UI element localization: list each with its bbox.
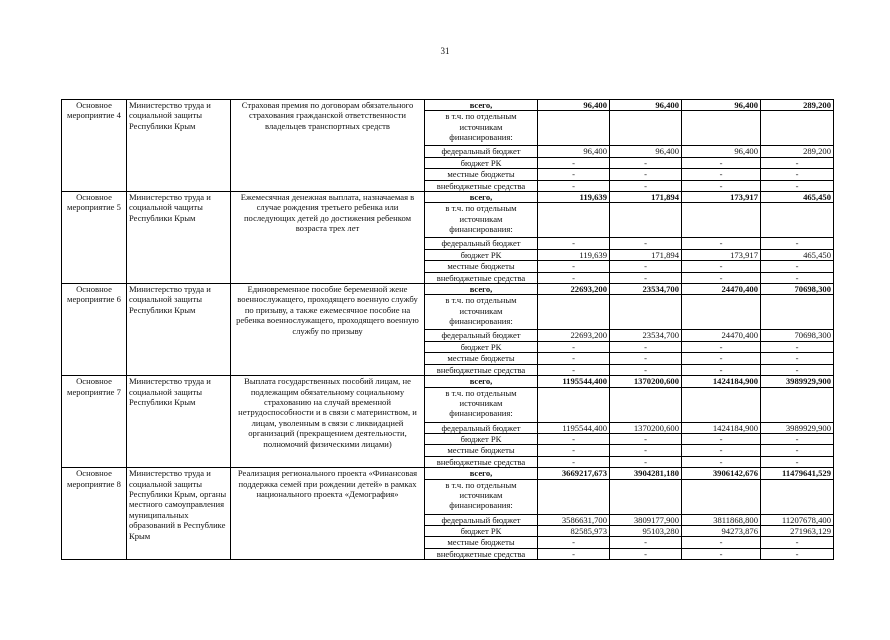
funding-source-label: местные бюджеты	[425, 537, 538, 548]
page-number: 31	[440, 46, 450, 56]
event-description: Ежемесячная денежная выплата, назначаемая в случае рождения третьего ребенка или последующих детей до достижения ребенком возраста трех лет	[231, 192, 425, 284]
amount-cell: -	[682, 341, 761, 352]
amount-cell: -	[682, 238, 761, 249]
event-name: Основное мероприятие 5	[62, 192, 127, 284]
amount-cell: -	[682, 272, 761, 283]
funding-source-label: внебюджетные средства	[425, 180, 538, 191]
amount-cell: 23534,700	[610, 330, 682, 341]
amount-cell: -	[682, 445, 761, 456]
amount-cell	[682, 387, 761, 422]
amount-cell: -	[761, 537, 834, 548]
amount-cell: -	[610, 169, 682, 180]
amount-cell: -	[682, 537, 761, 548]
amount-cell: -	[610, 353, 682, 364]
executor: Министерство труда и социальной защиты Республики Крым	[127, 100, 231, 192]
amount-cell: -	[610, 261, 682, 272]
amount-cell	[761, 203, 834, 238]
amount-cell	[761, 479, 834, 514]
amount-cell: 1424184,900	[682, 376, 761, 387]
amount-cell	[610, 479, 682, 514]
amount-cell: -	[682, 169, 761, 180]
amount-cell: 1424184,900	[682, 422, 761, 433]
funding-source-label: внебюджетные средства	[425, 364, 538, 375]
event-name: Основное мероприятие 4	[62, 100, 127, 192]
amount-cell: -	[538, 433, 610, 444]
funding-source-label: в т.ч. по отдельным источникам финансирования:	[425, 111, 538, 146]
amount-cell: -	[538, 180, 610, 191]
amount-cell: 465,450	[761, 249, 834, 260]
amount-cell: 11479641,529	[761, 468, 834, 479]
amount-cell: 22693,200	[538, 284, 610, 295]
amount-cell: -	[761, 169, 834, 180]
amount-cell	[682, 479, 761, 514]
funding-source-label: федеральный бюджет	[425, 514, 538, 525]
amount-cell: 3811868,800	[682, 514, 761, 525]
amount-cell: 70698,300	[761, 330, 834, 341]
amount-cell: 96,400	[610, 146, 682, 157]
amount-cell: 94273,876	[682, 525, 761, 536]
amount-cell: -	[682, 456, 761, 467]
event-description: Страховая премия по договорам обязательного страхования гражданской ответственности владельцев транспортных средств	[231, 100, 425, 192]
amount-cell: 1370200,600	[610, 422, 682, 433]
funding-table	[61, 99, 834, 560]
amount-cell: 96,400	[610, 100, 682, 111]
amount-cell: -	[682, 548, 761, 559]
amount-cell: -	[682, 364, 761, 375]
amount-cell: 3904281,180	[610, 468, 682, 479]
funding-source-label: всего,	[425, 100, 538, 111]
amount-cell: 171,894	[610, 249, 682, 260]
amount-cell: -	[610, 341, 682, 352]
amount-cell: -	[761, 157, 834, 168]
amount-cell: 1370200,600	[610, 376, 682, 387]
funding-source-label: федеральный бюджет	[425, 238, 538, 249]
amount-cell: 3669217,673	[538, 468, 610, 479]
amount-cell: -	[682, 180, 761, 191]
funding-source-label: всего,	[425, 192, 538, 203]
amount-cell	[682, 111, 761, 146]
amount-cell: 465,450	[761, 192, 834, 203]
amount-cell: -	[538, 445, 610, 456]
amount-cell: 289,200	[761, 100, 834, 111]
event-name: Основное мероприятие 8	[62, 468, 127, 560]
amount-cell: 96,400	[538, 100, 610, 111]
amount-cell: -	[538, 548, 610, 559]
amount-cell	[610, 203, 682, 238]
amount-cell: -	[761, 364, 834, 375]
table-row	[62, 376, 834, 387]
amount-cell: -	[610, 364, 682, 375]
amount-cell	[538, 203, 610, 238]
amount-cell: 11207678,400	[761, 514, 834, 525]
funding-source-label: внебюджетные средства	[425, 548, 538, 559]
event-description: Реализация регионального проекта «Финансовая поддержка семей при рождении детей» в рамках национального проекта «Демография»	[231, 468, 425, 560]
amount-cell: -	[610, 548, 682, 559]
funding-source-label: всего,	[425, 376, 538, 387]
amount-cell: 119,639	[538, 192, 610, 203]
amount-cell: -	[538, 272, 610, 283]
funding-source-label: бюджет РК	[425, 157, 538, 168]
amount-cell: -	[761, 433, 834, 444]
amount-cell	[682, 295, 761, 330]
funding-source-label: федеральный бюджет	[425, 146, 538, 157]
amount-cell: 24470,400	[682, 330, 761, 341]
amount-cell	[761, 111, 834, 146]
amount-cell	[761, 387, 834, 422]
amount-cell: -	[538, 456, 610, 467]
amount-cell	[610, 295, 682, 330]
amount-cell: 271963,129	[761, 525, 834, 536]
amount-cell: 22693,200	[538, 330, 610, 341]
amount-cell: -	[761, 180, 834, 191]
event-description: Выплата государственных пособий лицам, не подлежащим обязательному социальному страхованию на случай временной нетрудоспособности и в связи с материнством, и лицам, уволенным в связи с ликвидацией организаций (прекращением деятельности, полномочий физическими лицами)	[231, 376, 425, 468]
executor: Министерство труда и социальной чащиты Республики Крым	[127, 192, 231, 284]
executor: Министерство труда и социальной защиты Республики Крым	[127, 376, 231, 468]
amount-cell: -	[682, 353, 761, 364]
amount-cell: -	[761, 445, 834, 456]
amount-cell: -	[761, 341, 834, 352]
amount-cell: 23534,700	[610, 284, 682, 295]
funding-source-label: в т.ч. по отдельным источникам финансирования:	[425, 387, 538, 422]
amount-cell: 96,400	[538, 146, 610, 157]
funding-source-label: местные бюджеты	[425, 353, 538, 364]
amount-cell: 95103,280	[610, 525, 682, 536]
amount-cell: -	[761, 238, 834, 249]
amount-cell: -	[761, 456, 834, 467]
event-name: Основное мероприятие 6	[62, 284, 127, 376]
amount-cell: -	[610, 537, 682, 548]
funding-source-label: бюджет РК	[425, 433, 538, 444]
amount-cell: -	[682, 157, 761, 168]
amount-cell: 173,917	[682, 249, 761, 260]
table-row	[62, 100, 834, 111]
amount-cell: 173,917	[682, 192, 761, 203]
event-description: Единовременное пособие беременной жене военнослужащего, проходящего военную службу по призыву, а также ежемесячное пособие на ребенка военнослужащего, проходящего военную службу по призыву	[231, 284, 425, 376]
amount-cell: 24470,400	[682, 284, 761, 295]
table-row	[62, 468, 834, 479]
amount-cell: 3906142,676	[682, 468, 761, 479]
amount-cell: -	[538, 364, 610, 375]
amount-cell: 96,400	[682, 146, 761, 157]
amount-cell	[538, 111, 610, 146]
amount-cell: 1195544,400	[538, 376, 610, 387]
funding-source-label: в т.ч. по отдельным источникам финансирования:	[425, 203, 538, 238]
amount-cell: -	[682, 433, 761, 444]
amount-cell: -	[610, 433, 682, 444]
amount-cell: -	[761, 261, 834, 272]
amount-cell: -	[610, 445, 682, 456]
amount-cell: 1195544,400	[538, 422, 610, 433]
amount-cell: -	[538, 353, 610, 364]
event-name: Основное мероприятие 7	[62, 376, 127, 468]
amount-cell: -	[610, 456, 682, 467]
amount-cell	[610, 111, 682, 146]
funding-source-label: всего,	[425, 468, 538, 479]
amount-cell: 171,894	[610, 192, 682, 203]
amount-cell: -	[538, 537, 610, 548]
funding-source-label: внебюджетные средства	[425, 272, 538, 283]
amount-cell: -	[610, 180, 682, 191]
funding-source-label: федеральный бюджет	[425, 422, 538, 433]
amount-cell: 289,200	[761, 146, 834, 157]
funding-source-label: бюджет РК	[425, 249, 538, 260]
amount-cell: 119,639	[538, 249, 610, 260]
executor: Министерство труда и социальной защиты Республики Крым	[127, 284, 231, 376]
amount-cell: 3989929,900	[761, 376, 834, 387]
funding-source-label: местные бюджеты	[425, 445, 538, 456]
amount-cell: -	[538, 261, 610, 272]
amount-cell: -	[610, 157, 682, 168]
amount-cell: -	[538, 238, 610, 249]
executor: Министерство труда и социальной защиты Республики Крым, органы местного самоуправления муниципальных образований в Республике Крым	[127, 468, 231, 560]
amount-cell: -	[610, 272, 682, 283]
funding-source-label: внебюджетные средства	[425, 456, 538, 467]
amount-cell	[610, 387, 682, 422]
amount-cell: 82585,973	[538, 525, 610, 536]
amount-cell: -	[538, 157, 610, 168]
amount-cell: -	[538, 341, 610, 352]
amount-cell: 70698,300	[761, 284, 834, 295]
funding-source-label: в т.ч. по отдельным источникам финансирования:	[425, 295, 538, 330]
amount-cell: 3586631,700	[538, 514, 610, 525]
amount-cell: -	[761, 272, 834, 283]
amount-cell	[761, 295, 834, 330]
funding-source-label: в т.ч. по отдельным источникам финансирования:	[425, 479, 538, 514]
amount-cell: -	[610, 238, 682, 249]
funding-source-label: бюджет РК	[425, 341, 538, 352]
amount-cell	[538, 387, 610, 422]
funding-source-label: местные бюджеты	[425, 261, 538, 272]
amount-cell: 3989929,900	[761, 422, 834, 433]
amount-cell	[538, 295, 610, 330]
amount-cell: -	[761, 548, 834, 559]
amount-cell: -	[682, 261, 761, 272]
table-row	[62, 192, 834, 203]
amount-cell: 96,400	[682, 100, 761, 111]
funding-source-label: всего,	[425, 284, 538, 295]
table-row	[62, 284, 834, 295]
amount-cell: -	[538, 169, 610, 180]
funding-source-label: местные бюджеты	[425, 169, 538, 180]
funding-source-label: федеральный бюджет	[425, 330, 538, 341]
amount-cell: 3809177,900	[610, 514, 682, 525]
amount-cell	[682, 203, 761, 238]
amount-cell	[538, 479, 610, 514]
amount-cell: -	[761, 353, 834, 364]
funding-source-label: бюджет РК	[425, 525, 538, 536]
